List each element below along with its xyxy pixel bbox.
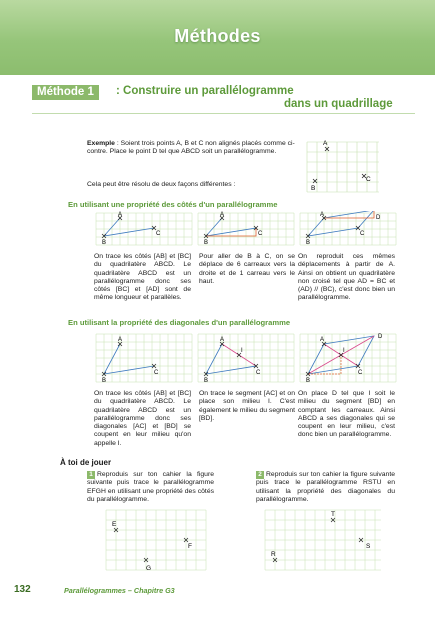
s1-figure-3 (298, 211, 398, 249)
section2-col2: On trace le segment [AC] et on place son milieu I. C'est également le milieu du segment [BD]. (199, 390, 295, 422)
s2-figure-3 (298, 330, 398, 385)
s1-figure-2 (196, 211, 296, 249)
s1f1-b-label: B (102, 240, 107, 246)
s2f3-c-label: C (358, 370, 363, 376)
point-c-label: C (366, 176, 371, 183)
s2f1-c-label: C (154, 370, 159, 376)
s1f2-a-label: A (220, 212, 225, 218)
point-a-label: A (323, 140, 328, 147)
title-divider (32, 113, 415, 114)
ex2-s-label: S (366, 543, 371, 550)
section1-heading: En utilisant une propriété des côtés d'un parallélogramme (68, 200, 278, 209)
s1f2-c-label: C (258, 231, 263, 237)
s2f2-i-label: I (241, 348, 243, 354)
s1f1-c-label: C (156, 231, 161, 237)
s2f1-b-label: B (102, 378, 107, 384)
s1f3-c-label: C (360, 231, 365, 237)
exercise-1-text: Reproduis sur ton cahier la figure suivante puis trace le parallélogramme EFGH en utilisant une propriété des côtés du parallélogramme. (87, 471, 214, 503)
page-number: 132 (14, 584, 31, 595)
s1f3-b-label: B (306, 240, 311, 246)
exercise-1 (87, 471, 214, 504)
method-title: : Construire un parallélogramme (116, 85, 294, 97)
s2f3-b-label: B (306, 378, 311, 384)
s2-figure-2 (196, 330, 296, 385)
exercise-2-text: Reproduis sur ton cahier la figure suivante puis trace le parallélogramme RSTU en utilisant la propriété des diagonales du parallélogramme. (256, 471, 395, 503)
s2f2-c-label: C (256, 370, 261, 376)
ex2-t-label: T (331, 511, 335, 518)
s2f3-d-label: D (378, 334, 383, 340)
section2-col1: On trace les côtés [AB] et [BC] du quadrilatère ABCD. Le quadrilatère ABCD est un parallélogramme donc ses diagonales [AC] et [BD] se coupent en leur milieu qu'on appelle I. (94, 390, 191, 447)
exercise-2-number: 2 (256, 471, 264, 479)
point-b-label: B (311, 185, 316, 192)
example-figure (305, 138, 380, 196)
footer-chapter: Parallélogrammes – Chapitre G3 (64, 586, 175, 595)
example-paragraph (87, 140, 299, 157)
s1f1-a-label: A (118, 212, 123, 218)
s1f2-b-label: B (204, 240, 209, 246)
s1f3-d-label: D (376, 215, 381, 221)
s2f1-a-label: A (118, 337, 123, 343)
s1f3-a-label: A (320, 212, 325, 218)
s2f3-a-label: A (320, 337, 325, 343)
page-header (0, 0, 435, 75)
example-text-2: Cela peut être résolu de deux façons différentes : (87, 181, 236, 188)
section1-col3: On reproduit ces mêmes déplacements à partir de A. Ainsi on obtient un quadrilatère non croisé tel que AD = BC et (AD) // (BC), c'est donc bien un parallélogramme. (298, 253, 395, 302)
example-label: Exemple (87, 140, 115, 147)
section1-col2: Pour aller de B à C, on se déplace de 6 carreaux vers la droite et de 1 carreau vers le haut. (199, 253, 295, 285)
exercise-2-figure (263, 508, 383, 574)
exercise-1-figure (104, 508, 208, 574)
s2-figure-1 (94, 330, 194, 385)
example-text: : Soient trois points A, B et C non alignés placés comme ci-contre. Place le point D tel que ABCD soit un parallélogramme. (87, 140, 295, 156)
method-badge: Méthode 1 (32, 85, 99, 100)
s2f2-b-label: B (204, 378, 209, 384)
ex1-e-label: E (112, 521, 117, 528)
ex2-r-label: R (271, 551, 276, 558)
practice-heading: À toi de jouer (60, 458, 112, 467)
s2f3-i-label: I (343, 348, 345, 354)
s1-figure-1 (94, 211, 194, 249)
section1-col1: On trace les côtés [AB] et [BC] du quadrilatère ABCD. Le quadrilatère ABCD est un parallélogramme donc ses côtés [BC] et [AD] sont de même longueur et parallèles. (94, 253, 191, 302)
s2f2-a-label: A (220, 337, 225, 343)
page-title: Méthodes (174, 26, 261, 46)
ex1-g-label: G (146, 565, 152, 572)
section2-heading: En utilisant la propriété des diagonales d'un parallélogramme (68, 318, 291, 327)
example-grid (305, 138, 380, 196)
exercise-1-number: 1 (87, 471, 95, 479)
method-title-cont: dans un quadrillage (284, 98, 393, 110)
exercise-2 (256, 471, 395, 504)
ex1-f-label: F (188, 543, 192, 550)
section2-col3: On place D tel que I soit le milieu du segment [BD] en comptant les carreaux. Ainsi ABCD a ses diagonales qui se coupent en leur milieu, c'est donc bien un parallélogramme. (298, 390, 395, 439)
